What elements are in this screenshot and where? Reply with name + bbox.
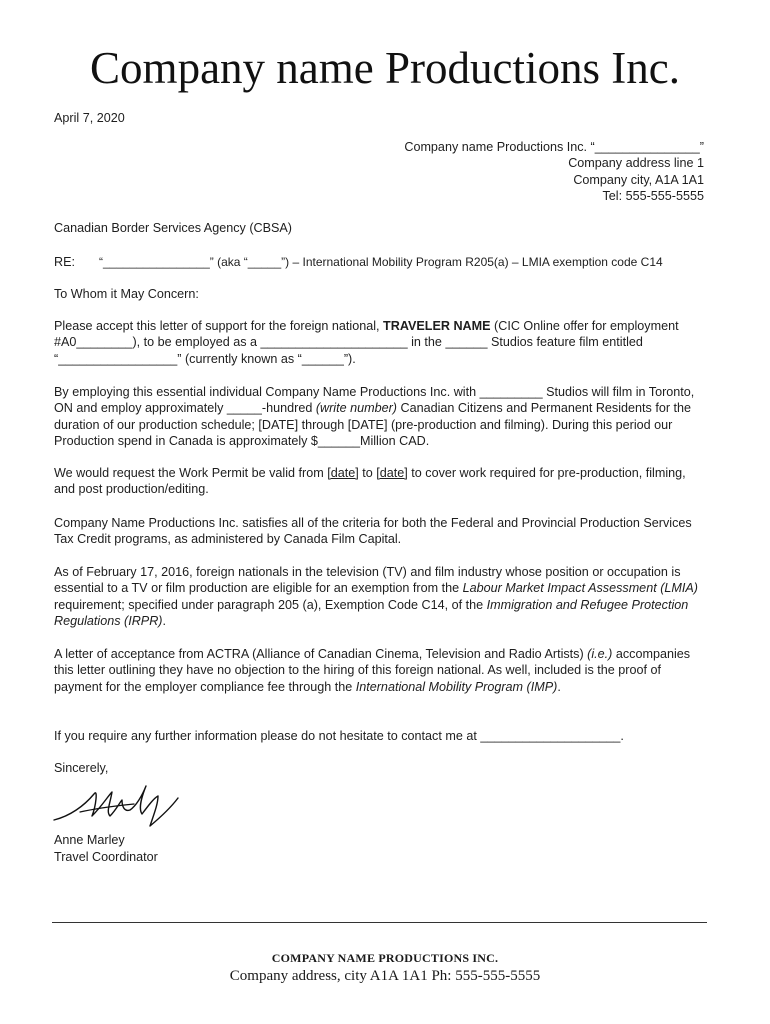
paragraph-work-permit [54,465,709,498]
footer-address: Company address, city A1A 1A1 Ph: 555-555-5555 [229,968,541,984]
text-run: A letter of acceptance from ACTRA (Alliance of Canadian Cinema, Television and Radio Artists) [54,647,588,661]
text-run-italic: Labour Market Impact Assessment (LMIA) [462,581,698,596]
traveler-name: TRAVELER NAME [383,319,491,333]
sender-address [404,139,704,205]
text-run-italic: International Mobility Program (IMP) [355,679,558,694]
text-run-italic: (write number) [315,401,398,416]
paragraph-employment [54,384,709,450]
text-run: to cover work required for pre-production, filming, and post production/editing. [54,466,686,497]
text-run: requirement; specified under paragraph 205 (a), Exemption Code C14, of the [54,597,487,612]
text-run: Please accept this letter of support for the foreign national, [54,319,384,333]
letterhead-title: Company name Productions Inc. [90,43,680,93]
signer-name: Anne Marley [54,833,125,847]
closing: Sincerely, [54,761,109,775]
sender-address-line: Company name Productions Inc. “_______________” [404,140,704,154]
recipient-agency: Canadian Border Services Agency (CBSA) [54,221,292,235]
text-run: By employing this essential individual Company Name Productions Inc. with _________ Studios will film in Toronto, ON and employ approximately _____-hundred [54,385,695,416]
paragraph-contact: If you require any further information please do not hesitate to contact me at ____________________. [54,729,624,743]
paragraph-actra [54,646,709,695]
footer-divider [52,922,707,923]
paragraph-support [54,318,709,367]
date-placeholder: [date] [327,466,359,480]
signature-image [50,776,200,830]
re-subject: “________________” (aka “_____”) – International Mobility Program R205(a) – LMIA exemption code C14 [99,255,663,269]
date-placeholder: [date] [376,466,408,480]
text-run: accompanies this letter outlining they have no objection to the hiring of this foreign national. As well, included is the proof of payment for the employer compliance fee through the [54,647,691,694]
sender-address-line: Company city, A1A 1A1 [573,172,704,187]
sender-address-line: Company address line 1 [568,156,704,171]
text-run: (CIC Online offer for employment #A0________), to be employed as a _____________________ in the ______ Studios feature film entitled “_________________” (currently known as “______”). [54,319,679,366]
text-run: Canadian Citizens and Permanent Residents for the duration of our production schedule; [DATE] through [DATE] (pre-production and filming). During this period our Production spend in Canada is approximately $______Million CAD. [54,401,692,449]
text-run: . [162,614,166,629]
text-run: We would request the Work Permit be valid from [54,466,328,480]
text-run: . [557,679,561,694]
re-label: RE: [54,255,75,269]
signer-title: Travel Coordinator [54,850,158,864]
sender-address-line: Tel: 555-555-5555 [602,189,704,204]
text-run-italic: (i.e.) [587,647,613,661]
text-run: to [358,466,377,480]
letter-date: April 7, 2020 [54,111,125,125]
salutation: To Whom it May Concern: [54,287,199,301]
text-run-italic: Immigration and Refugee Protection Regulations (IRPR) [54,597,689,629]
paragraph-exemption [54,564,709,630]
paragraph-tax-credit: Company Name Productions Inc. satisfies all of the criteria for both the Federal and Provincial Production Services Tax Credit programs, as administered by Canada Film Capital. [54,516,692,547]
text-run: As of February 17, 2016, foreign nationals in the television (TV) and film industry whose position or occupation is essential to a TV or film production are eligible for an exemption from the [54,565,681,596]
footer-company-name: COMPANY NAME PRODUCTIONS INC. [271,951,499,965]
